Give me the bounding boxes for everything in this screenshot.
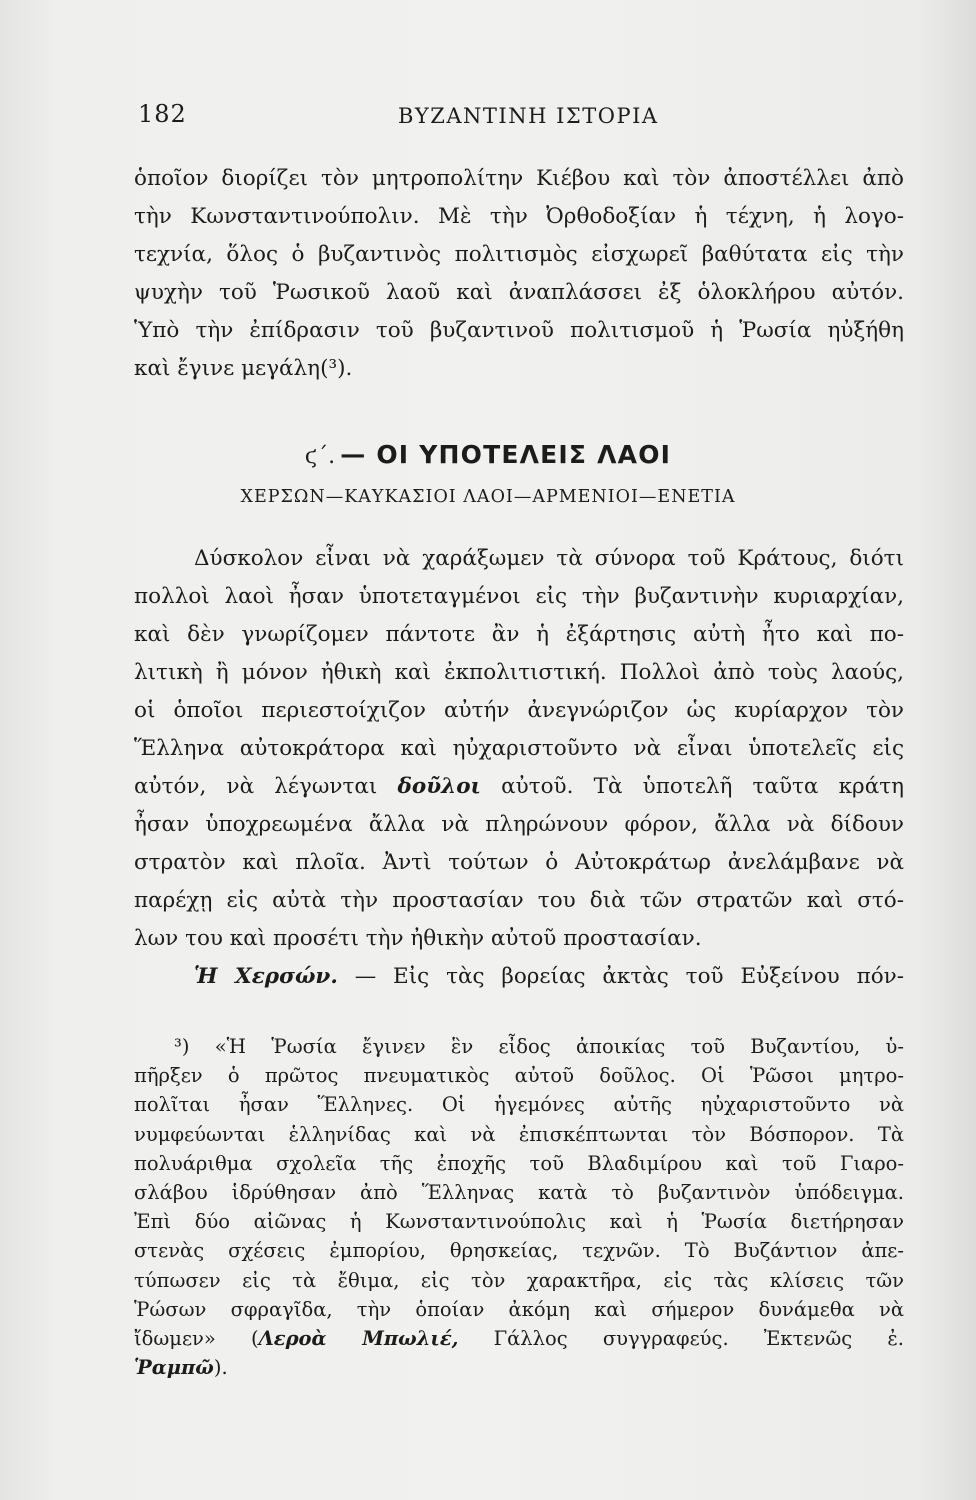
text-line: παρέχῃ εἰς αὐτὰ τὴν προστασίαν του διὰ τῶν στρατῶν καὶ στό-	[134, 888, 904, 913]
page-header	[0, 100, 976, 140]
text-line: ὁποῖον διορίζει τὸν μητροπολίτην Κιέβου καὶ τὸν ἀποστέλλει ἀπὸ	[134, 166, 904, 191]
footnote-line: νυμφεύωνται ἑλληνίδας καὶ νὰ ἐπισκέπτωνται τὸν Βόσπορον. Τὰ	[134, 1122, 904, 1146]
footnote-line: πολυάριθμα σχολεῖα τῆς ἐποχῆς τοῦ Βλαδιμίρου καὶ τοῦ Γιαρο-	[134, 1151, 904, 1175]
footnote-line: Ἐπὶ δύο αἰῶνας ἡ Κωνσταντινούπολις καὶ ἡ Ῥωσία διετήρησαν	[134, 1210, 904, 1234]
intro-paragraph	[134, 160, 904, 388]
text-line: καὶ ἔγινε μεγάλη(³).	[134, 356, 353, 381]
text-run: ).	[213, 1356, 228, 1380]
text-line	[134, 768, 904, 806]
footnote-line: ³) «Ἡ Ῥωσία ἔγινεν ἓν εἶδος ἀποικίας τοῦ Βυζαντίου, ὑ-	[174, 1035, 904, 1058]
emphasis-douloi: δοῦλοι	[397, 774, 481, 799]
text-run: Γάλλος συγγραφεύς. Ἐκτενῶς ἐ.	[458, 1327, 904, 1351]
footnote-line: Ῥώσων σφραγῖδα, τὴν ὁποίαν ἀκόμη καὶ σήμερον δυνάμεθα νὰ	[134, 1297, 904, 1321]
footnote-line	[134, 1324, 904, 1353]
footnote-line	[134, 1353, 904, 1382]
text-run: — Εἰς τὰς βορείας ἀκτὰς τοῦ Εὐξείνου πόν-	[337, 964, 904, 989]
text-line: Ὑπὸ τὴν ἐπίδρασιν τοῦ βυζαντινοῦ πολιτισμοῦ ἡ Ῥωσία ηὐξήθη	[134, 318, 904, 343]
footnote-line: πολῖται ἦσαν Ἕλληνες. Οἱ ἡγεμόνες αὐτῆς ηὐχαριστοῦντο νὰ	[134, 1093, 904, 1117]
chapter-number: ϛ΄.	[304, 444, 336, 469]
text-line: ψυχὴν τοῦ Ῥωσικοῦ λαοῦ καὶ ἀναπλάσσει ἐξ ὁλοκλήρου αὐτόν.	[134, 280, 904, 305]
text-line: καὶ δὲν γνωρίζομεν πάντοτε ἂν ἡ ἐξάρτησις αὐτὴ ἦτο καὶ πο-	[134, 622, 904, 647]
text-run: αὐτοῦ. Τὰ ὑποτελῆ ταῦτα κράτη	[480, 774, 904, 799]
chapter-title: — ΟΙ ΥΠΟΤΕΛΕΙΣ ΛΑΟΙ	[340, 440, 672, 469]
footnote-line: πῆρξεν ὁ πρῶτος πνευματικὸς αὐτοῦ δοῦλος. Οἱ Ῥῶσοι μητρο-	[134, 1064, 904, 1088]
footnote-line: τύπωσεν εἰς τὰ ἔθιμα, εἰς τὸν χαρακτῆρα, εἰς τὰς κλίσεις τῶν	[134, 1268, 904, 1292]
running-title: ΒΥΖΑΝΤΙΝΗ ΙΣΤΟΡΙΑ	[398, 104, 659, 128]
footnote-line: σλάβου ἱδρύθησαν ἀπὸ Ἕλληνας κατὰ τὸ βυζαντινὸν ὑπόδειγμα.	[134, 1181, 904, 1205]
section-heading-cherson: Ἡ Χερσών.	[194, 964, 338, 989]
text-line: στρατὸν καὶ πλοῖα. Ἀντὶ τούτων ὁ Αὐτοκράτωρ ἀνελάμβανε νὰ	[134, 850, 904, 875]
text-line: Ἕλληνα αὐτοκράτορα καὶ ηὐχαριστοῦντο νὰ εἶναι ὑποτελεῖς εἰς	[134, 736, 904, 761]
chapter-subheading: ΧΕΡΣΩΝ—ΚΑΥΚΑΣΙΟΙ ΛΑΟΙ—ΑΡΜΕΝΙΟΙ—ΕΝΕΤΙΑ	[240, 487, 736, 507]
text-line: τεχνία, ὅλος ὁ βυζαντινὸς πολιτισμὸς εἰσχωρεῖ βαθύτατα εἰς τὴν	[134, 242, 904, 267]
section-start-line	[134, 958, 904, 996]
text-line: ἦσαν ὑποχρεωμένα ἄλλα νὰ πληρώνουν φόρον, ἄλλα νὰ δίδουν	[134, 812, 904, 837]
text-run: αὐτόν, νὰ λέγωνται	[134, 774, 398, 799]
main-paragraph	[134, 540, 904, 996]
text-line: τὴν Κωνσταντινούπολιν. Μὲ τὴν Ὀρθοδοξίαν ἡ τέχνη, ἡ λογο-	[134, 204, 904, 229]
text-line: Δύσκολον εἶναι νὰ χαράξωμεν τὰ σύνορα τοῦ Κράτους, διότι	[194, 546, 904, 571]
footnote	[134, 1032, 904, 1382]
text-run: ἴδωμεν» (	[134, 1327, 259, 1351]
author-name: Λεροὰ Μπωλιέ,	[258, 1327, 459, 1351]
chapter-heading	[0, 440, 976, 469]
author-name: Ῥαμπῶ	[134, 1356, 214, 1380]
page-number: 182	[138, 100, 187, 128]
text-line: οἱ ὁποῖοι περιεστοίχιζον αὐτήν ἀνεγνώριζον ὡς κυρίαρχον τὸν	[134, 698, 904, 723]
text-line: λων του καὶ προσέτι τὴν ἠθικὴν αὐτοῦ προστασίαν.	[134, 926, 702, 951]
text-line: πολλοὶ λαοὶ ἦσαν ὑποτεταγμένοι εἰς τὴν βυζαντινὴν κυριαρχίαν,	[134, 584, 904, 609]
footnote-line: στενὰς σχέσεις ἐμπορίου, θρησκείας, τεχνῶν. Τὸ Βυζάντιον ἀπε-	[134, 1239, 904, 1263]
text-line: λιτικὴ ἢ μόνον ἠθικὴ καὶ ἐκπολιτιστική. Πολλοὶ ἀπὸ τοὺς λαούς,	[134, 660, 904, 685]
